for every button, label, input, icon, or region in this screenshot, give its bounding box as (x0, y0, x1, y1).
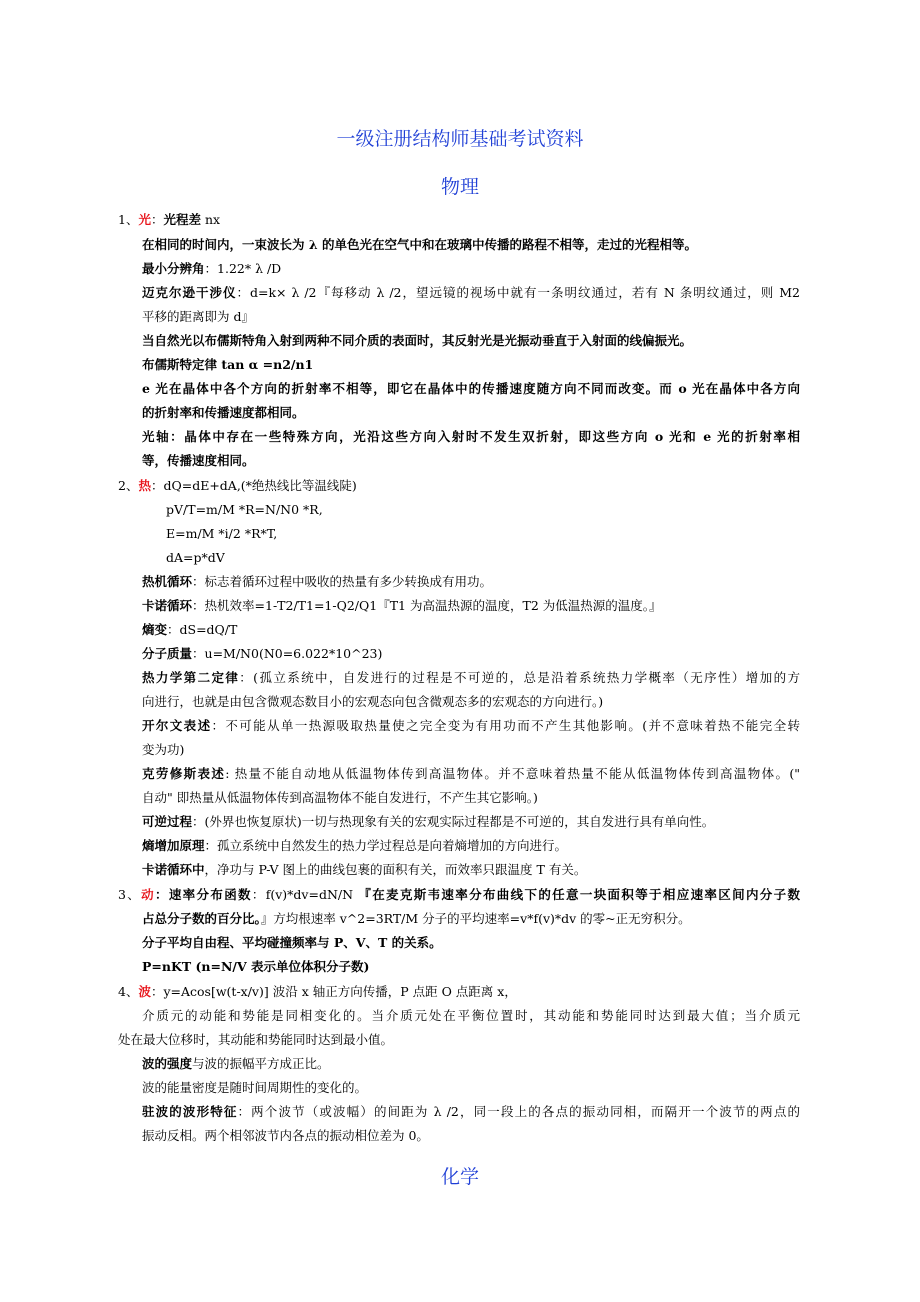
term-value: ：(外界也恢复原状)一切与热现象有关的宏观实际过程都是不可逆的，其自发进行具有单向性。 (192, 814, 715, 829)
text-line (142, 669, 800, 687)
text-line (142, 1055, 330, 1073)
text-line (142, 861, 586, 879)
term-label: 最小分辨角 (142, 261, 205, 276)
term-label: 波的强度 (142, 1056, 193, 1071)
term-value: ：dS=dQ/T (167, 622, 238, 637)
text-line: 光轴：晶体中存在一些特殊方向，光沿这些方向入射时不发生双折射，即这些方向 o 光和 e 光的折射率相 (142, 429, 800, 444)
text-line (142, 813, 714, 831)
term-value: ，净功与 P-V 图上的曲线包裹的面积有关，而效率只跟温度 T 有关。 (204, 862, 587, 877)
text-line (142, 597, 662, 615)
term-value: ：(孤立系统中，自发进行的过程是不可逆的，总是沿着系统热力学概率（无序性）增加的方 (239, 670, 800, 685)
term-value: ：孤立系统中自然发生的热力学过程总是向着熵增加的方向进行。 (204, 838, 568, 853)
item-wave-heading (118, 983, 517, 1001)
text-line: 在相同的时间内，一束波长为 λ 的单色光在空气中和在玻璃中传播的路程不相等，走过的光程相等。 (142, 237, 697, 252)
document-title: 一级注册结构师基础考试资料 (336, 128, 584, 150)
term-value: ：f(v)*dv=dN/N (251, 887, 359, 902)
item-heat-heading (118, 477, 357, 495)
term-label: 开尔文表述 (142, 718, 212, 733)
term-label: 熵变 (142, 622, 168, 637)
term-value: ：d=k× λ /2『每移动 λ /2，望远镜的视场中就有一条明纹通过，若有 N 条明纹通过，则 M2 (236, 285, 800, 300)
formula-line: pV/T=m/M *R=N/N0 *R, (166, 502, 323, 517)
term-value: ：标志着循环过程中吸收的热量有多少转换成有用功。 (192, 574, 493, 589)
term-label: 驻波的波形特征 (142, 1104, 238, 1119)
item-topic-kinetics: 动 (141, 887, 155, 902)
text-line: 当自然光以布儒斯特角入射到两种不同介质的表面时，其反射光是光振动垂直于入射面的线偏振光。 (142, 333, 693, 348)
term-label: 卡诺循环 (142, 598, 193, 613)
item-number: 1、 (118, 212, 139, 227)
text-line (142, 260, 281, 278)
text-line: e 光在晶体中各个方向的折射率不相等，即它在晶体中的传播速度随方向不同而改变。而 o 光在晶体中各方向 (142, 381, 800, 396)
term-label: 克劳修斯表述 (142, 766, 226, 781)
subtopic-label: 光程差 (163, 212, 201, 227)
text-line: 向进行，也就是由包含微观态数目小的宏观态向包含微观态多的宏观态的方向进行。) (142, 694, 604, 709)
text-line (142, 573, 492, 591)
formula-line: E=m/M *i/2 *R*T, (166, 526, 278, 541)
item-topic-light: 光 (138, 212, 151, 227)
term-value: 与波的振幅平方成正比。 (192, 1056, 330, 1071)
text-line: 布儒斯特定律 tan α =n2/n1 (142, 357, 314, 372)
text-line: 介质元的动能和势能是同相变化的。当介质元处在平衡位置时，其动能和势能同时达到最大值；当介质元 (142, 1008, 800, 1023)
text-line: P=nKT (n=N/V 表示单位体积分子数) (142, 959, 370, 974)
term-label: 热力学第二定律 (142, 670, 240, 685)
term-note: 『在麦克斯韦速率分布曲线下的任意一块面积等于相应速率区间内分子数 (358, 887, 800, 902)
text-line: 变为功) (142, 742, 185, 757)
text-line (142, 910, 691, 928)
term-value: ：两个波节（或波幅）的间距为 λ /2，同一段上的各点的振动同相，而隔开一个波节的两点的 (237, 1104, 800, 1119)
term-label: 卡诺循环中 (142, 862, 205, 877)
item-formula: ：y=Acos[w(t-x/v)] 波沿 x 轴正方向传播，P 点距 O 点距离 x， (150, 984, 517, 999)
text-line: 等，传播速度相同。 (142, 453, 255, 468)
item-number: 3、 (118, 887, 142, 902)
term-value: : 热量不能自动地从低温物体传到高温物体。并不意味着热量不能从低温物体传到高温物体。(" (225, 766, 800, 781)
item-topic-wave: 波 (138, 984, 151, 999)
item-topic-heat: 热 (138, 478, 151, 493)
text-line (142, 717, 800, 735)
term-label: 迈克尔逊干涉仪 (142, 285, 237, 300)
text-line (142, 837, 567, 855)
term-label: ：速率分布函数 (154, 887, 252, 902)
text-line: 波的能量密度是随时间周期性的变化的。 (142, 1080, 368, 1095)
term-label: 熵增加原理 (142, 838, 205, 853)
text-line: 自动" 即热量从低温物体传到高温物体不能自发进行，不产生其它影响。) (142, 790, 538, 805)
item-formula: ：dQ=dE+dA,(*绝热线比等温线陡) (150, 478, 357, 493)
text-line (142, 284, 800, 302)
text-line: 平移的距离即为 d』 (142, 309, 254, 324)
term-value: ：不可能从单一热源吸取热量使之完全变为有用功而不产生其他影响。(并不意味着热不能完全转 (211, 718, 800, 733)
text-line: 振动反相。两个相邻波节内各点的振动相位差为 0。 (142, 1128, 429, 1143)
term-value: ：u=M/N0(N0=6.022*10^23) (192, 646, 383, 661)
text-line (142, 645, 382, 663)
text-line: 的折射率和传播速度都相同。 (142, 405, 305, 420)
text-line (142, 1103, 800, 1121)
item-kinetics-heading (118, 886, 800, 904)
text-line: 处在最大位移时，其动能和势能同时达到最小值。 (118, 1032, 394, 1047)
term-label: 分子质量 (142, 646, 193, 661)
section-heading-physics: 物理 (440, 176, 479, 198)
term-value: ：热机效率=1-T2/T1=1-Q2/Q1『T1 为高温热源的温度，T2 为低温热源的温度。』 (192, 598, 662, 613)
item-number: 4、 (118, 984, 139, 999)
item-number: 2、 (118, 478, 139, 493)
item-light-heading (118, 211, 220, 229)
term-label: 热机循环 (142, 574, 193, 589)
text-line (142, 765, 800, 783)
formula-line: dA=p*dV (166, 550, 225, 565)
subtopic-value: nx (201, 212, 221, 227)
term-value: 』方均根速率 v^2=3RT/M 分子的平均速率=v*f(v)*dv 的零~正无穷积分。 (260, 911, 691, 926)
section-heading-chemistry: 化学 (440, 1166, 479, 1188)
term-label: 可逆过程 (142, 814, 193, 829)
term-value: ：1.22* λ /D (204, 261, 282, 276)
text-line: 分子平均自由程、平均碰撞频率与 P、V、T 的关系。 (142, 935, 442, 950)
text-line (142, 621, 237, 639)
term-note: 占总分子数的百分比。 (142, 911, 261, 926)
colon: ： (150, 212, 164, 227)
